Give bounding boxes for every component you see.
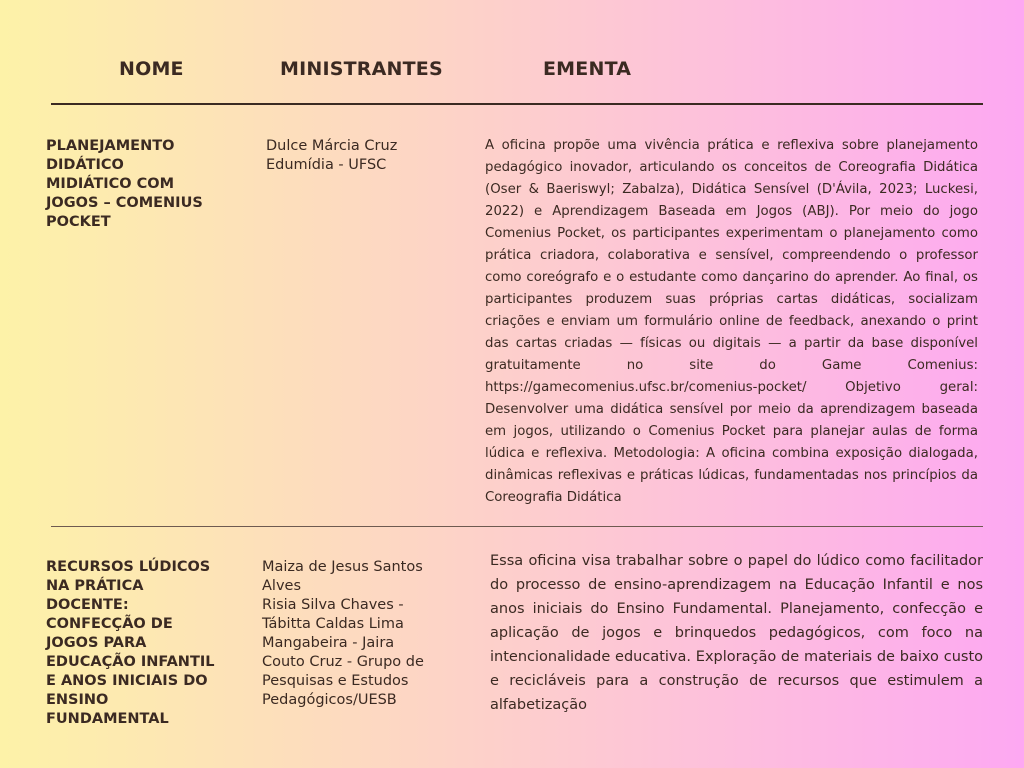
row2-nome: RECURSOS LÚDICOS NA PRÁTICA DOCENTE: CONFECÇÃO DE JOGOS PARA EDUCAÇÃO INFANTIL E ANOS INICIAIS DO ENSINO FUNDAMENTAL	[46, 559, 215, 727]
row1-ementa: A oficina propõe uma vivência prática e reflexiva sobre planejamento pedagógico inovador, articulando os conceitos de Coreografia Didática (Oser & Baeriswyl; Zabalza), Didática Sensível (D'Ávila, 2023; Luckesi, 2022) e Aprendizagem Baseada em Jogos (ABJ). Por meio do jogo Comenius Pocket, os participantes experimentam o planejamento como prática criadora, colaborativa e sensível, compreendendo o professor como coreógrafo e o estudante como dançarino do aprender. Ao final, os participantes produzem suas próprias cartas didáticas, socializam criações e enviam um formulário online de feedback, anexando o print das cartas criadas — físicas ou digitais — a partir da base disponível gratuitamente no site do Game Comenius: https://gamecomenius.ufsc.br/comenius-pocket/ Objetivo geral: Desenvolver uma didática sensível por meio da aprendizagem baseada em jogos, utilizando o Comenius Pocket para planejar aulas de forma lúdica e reflexiva. Metodologia: A oficina combina exposição dialogada, dinâmicas reflexivas e práticas lúdicas, fundamentadas nos princípios da Coreografia Didática	[485, 138, 978, 505]
header-ministrantes: MINISTRANTES	[280, 58, 443, 80]
header-ementa: EMENTA	[543, 58, 632, 80]
header-nome: NOME	[119, 58, 184, 80]
row2-ementa: Essa oficina visa trabalhar sobre o papel do lúdico como facilitador do processo de ensino-aprendizagem na Educação Infantil e nos anos iniciais do Ensino Fundamental. Planejamento, confecção e aplicação de jogos e brinquedos pedagógicos, com foco na intencionalidade educativa. Exploração de materiais de baixo custo e recicláveis para a construção de recursos que estimulem a alfabetização	[490, 553, 983, 713]
header-divider	[51, 103, 983, 105]
row1-ministrantes: Dulce Márcia Cruz Edumídia - UFSC	[266, 138, 398, 173]
row1-nome: PLANEJAMENTO DIDÁTICO MIDIÁTICO COM JOGOS – COMENIUS POCKET	[46, 138, 203, 230]
row2-ministrantes: Maiza de Jesus Santos Alves Risia Silva Chaves - Tábitta Caldas Lima Mangabeira - Jaira Couto Cruz - Grupo de Pesquisas e Estudos Pedagógicos/UESB	[262, 559, 424, 708]
row-divider	[51, 526, 983, 527]
